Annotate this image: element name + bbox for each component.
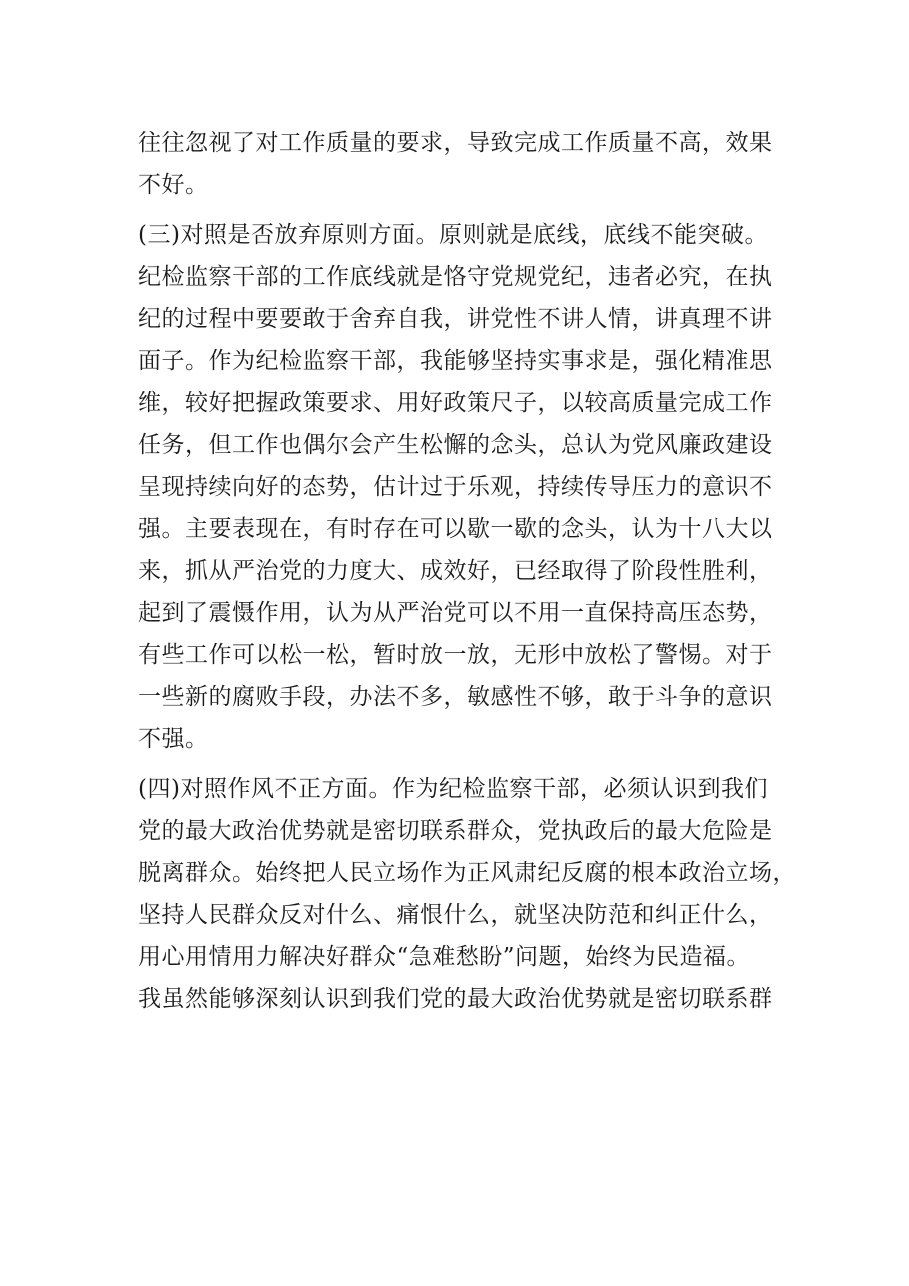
- text-line: 有些工作可以松一松，暂时放一放，无形中放松了警惕。对于: [138, 642, 773, 668]
- text-line: 任务，但工作也偶尔会产生松懈的念头，总认为党风廉政建设: [138, 432, 773, 458]
- text-line: 不好。: [138, 172, 209, 198]
- text-line: 往往忽视了对工作质量的要求，导致完成工作质量不高，效果: [138, 130, 773, 156]
- text-line: 来，抓从严治党的力度大、成效好，已经取得了阶段性胜利，: [138, 558, 773, 584]
- text-line: (三)对照是否放弃原则方面。原则就是底线，底线不能突破。: [138, 222, 768, 248]
- paragraph-3: [138, 768, 796, 1020]
- text-line: 脱离群众。始终把人民立场作为正风肃纪反腐的根本政治立场，: [138, 860, 796, 886]
- text-line: 纪的过程中要要敢于舍弃自我，讲党性不讲人情，讲真理不讲: [138, 306, 773, 332]
- text-line: 纪检监察干部的工作底线就是恪守党规党纪，违者必究，在执: [138, 264, 773, 290]
- paragraph-2: [138, 214, 778, 760]
- text-line: 党的最大政治优势就是密切联系群众，党执政后的最大危险是: [138, 818, 773, 844]
- text-line: 面子。作为纪检监察干部，我能够坚持实事求是，强化精准思: [138, 348, 773, 374]
- text-line: 强。主要表现在，有时存在可以歇一歇的念头，认为十八大以: [138, 516, 773, 542]
- text-line: 一些新的腐败手段，办法不多，敏感性不够，敢于斗争的意识: [138, 684, 773, 710]
- paragraph-1: [138, 122, 778, 206]
- text-line: 不强。: [138, 726, 209, 752]
- text-line: 呈现持续向好的态势，估计过于乐观，持续传导压力的意识不: [138, 474, 773, 500]
- text-line: (四)对照作风不正方面。作为纪检监察干部，必须认识到我们: [138, 776, 768, 802]
- text-line: 坚持人民群众反对什么、痛恨什么，就坚决防范和纠正什么，: [138, 902, 773, 928]
- text-line: 我虽然能够深刻认识到我们党的最大政治优势就是密切联系群: [138, 986, 773, 1012]
- document-body: [138, 122, 796, 1028]
- text-line: 用心用情用力解决好群众“急难愁盼”问题，始终为民造福。: [138, 944, 751, 970]
- text-line: 起到了震慑作用，认为从严治党可以不用一直保持高压态势，: [138, 600, 773, 626]
- text-line: 维，较好把握政策要求、用好政策尺子，以较高质量完成工作: [138, 390, 773, 416]
